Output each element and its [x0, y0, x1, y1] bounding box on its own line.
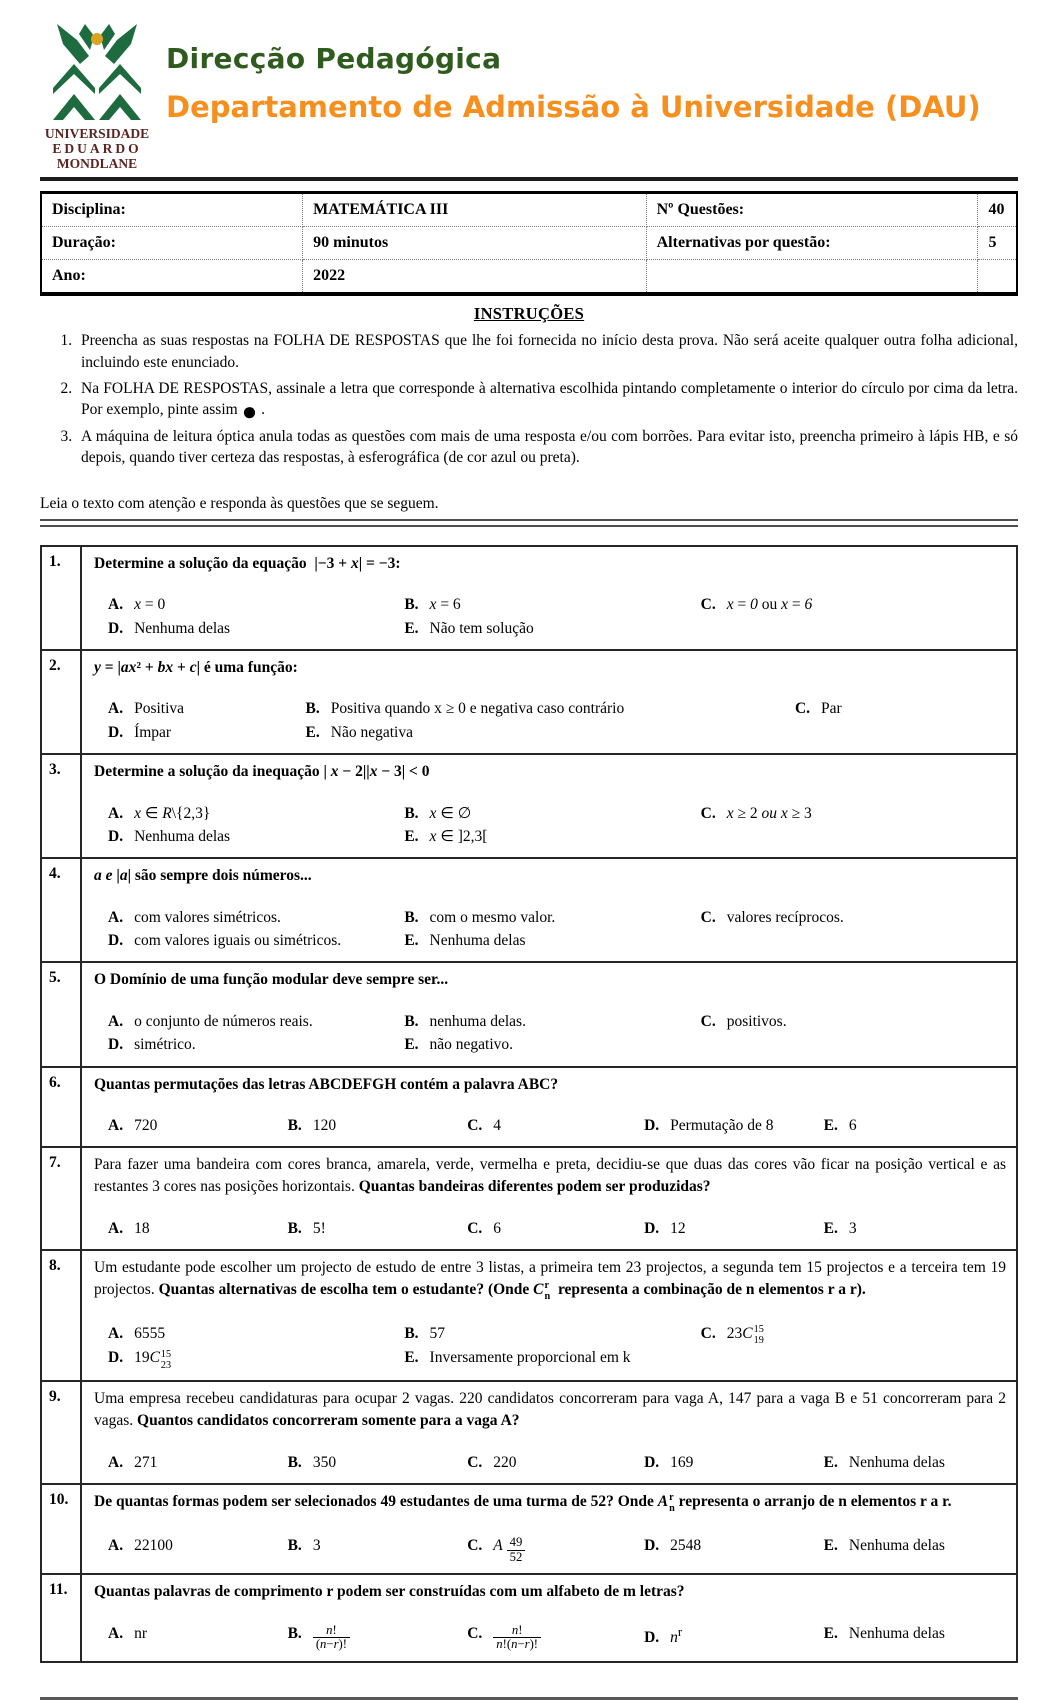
question-statement: Quantas permutações das letras ABCDEFGH contém a palavra ABC?: [94, 1075, 559, 1093]
option: [467, 1114, 644, 1137]
option-row: [108, 1451, 1006, 1474]
option: [644, 1622, 824, 1652]
question-number: 5.: [42, 963, 82, 1065]
option-label: E.: [823, 1453, 838, 1471]
option-row: [108, 617, 1006, 640]
option: [108, 1114, 288, 1137]
exam-info-body: [41, 193, 1017, 295]
option-label: E.: [823, 1624, 838, 1642]
option-value: 57: [429, 1324, 446, 1342]
question-number: 11.: [42, 1575, 82, 1661]
option-value: $n^r$: [670, 1623, 683, 1646]
question-statement: Determine a solução da inequação | x − 2||x − 3| < 0: [94, 762, 430, 780]
option-label: E.: [823, 1117, 838, 1135]
info-value: 2022: [303, 260, 647, 295]
option-label: B.: [287, 1453, 302, 1471]
option-label: D.: [644, 1453, 660, 1471]
option-value: x ∈ R\{2,3}: [134, 804, 211, 822]
question-statement: Para fazer uma bandeira com cores branca, amarela, verde, vermelha e preta, decidiu-se que duas das cores vão ficar na posição vertical e as restantes 3 cores nas posições horizontais. Quantas bandeiras diferentes podem ser produzidas?: [94, 1156, 1006, 1196]
question-row: [42, 1483, 1016, 1573]
logo-text-line3: MONDLANE: [56, 156, 138, 172]
option-label: A.: [108, 1536, 124, 1554]
header-titles: [166, 24, 981, 124]
option-label: C.: [467, 1453, 483, 1471]
option-row: [108, 593, 1006, 616]
option: [404, 593, 700, 616]
question-options: [94, 1010, 1006, 1057]
option-value: nenhuma delas.: [429, 1013, 526, 1031]
exam-info-table: [40, 191, 1018, 296]
option-value: positivos.: [726, 1013, 787, 1031]
option-value: simétrico.: [134, 1036, 196, 1054]
info-value: MATEMÁTICA III: [303, 193, 647, 227]
option-label: A.: [108, 1453, 124, 1471]
emblem-gold-accent: [91, 33, 103, 45]
question-statement: Quantas palavras de comprimento r podem ser construídas com um alfabeto de m letras?: [94, 1582, 685, 1600]
question-options: [94, 1451, 1006, 1474]
option-value: Não negativa: [330, 723, 413, 741]
option-label: D.: [108, 619, 124, 637]
option-value: Nenhuma delas: [848, 1536, 945, 1554]
option-label: E.: [823, 1536, 838, 1554]
header-divider: [40, 177, 1018, 181]
info-label: Duração:: [41, 227, 303, 260]
option-value: 3: [848, 1219, 857, 1237]
question-body: [82, 1068, 1016, 1147]
option: [795, 697, 1006, 720]
question-number: 6.: [42, 1068, 82, 1147]
option-value: valores recíprocos.: [726, 908, 844, 926]
option-label: C.: [700, 908, 716, 926]
option-value: 271: [134, 1453, 158, 1471]
option-label: A.: [108, 700, 124, 718]
option-row: [108, 721, 1006, 744]
option-label: E.: [823, 1219, 838, 1237]
instruction-item: 1. Preencha as suas respostas na FOLHA DE RESPOSTAS que lhe foi fornecida no início desta prova. Não será aceite qualquer outra folha adicional, incluindo este enunciado.: [76, 330, 1018, 373]
option-value: 4: [493, 1117, 502, 1135]
option-label: C.: [700, 1013, 716, 1031]
section-divider: [40, 519, 1018, 527]
option-row: [108, 1217, 1006, 1240]
option: [701, 802, 1006, 825]
option-value: Positiva: [134, 700, 185, 718]
question-statement: Determine a solução da equação |−3 + x| = −3:: [94, 554, 401, 572]
question-row: [42, 1146, 1016, 1249]
info-value: [978, 260, 1017, 295]
option: [701, 1010, 1006, 1033]
option-label: E.: [404, 619, 419, 637]
option-label: A.: [108, 908, 124, 926]
option-value: 350: [312, 1453, 337, 1471]
exam-info-row: [41, 227, 1017, 260]
option: [404, 617, 700, 640]
option-value: 220: [493, 1453, 517, 1471]
question-body: [82, 1575, 1016, 1661]
option-value: com valores iguais ou simétricos.: [134, 932, 342, 950]
logo-text-line1: UNIVERSIDADE: [44, 126, 150, 141]
question-options: [94, 802, 1006, 849]
question-statement: y = |ax² + bx + c| é uma função:: [94, 658, 298, 676]
question-body: [82, 963, 1016, 1065]
option-value: Nenhuma delas: [848, 1624, 945, 1642]
option: [824, 1534, 1006, 1564]
option-label: D.: [108, 1036, 124, 1054]
university-logo: [40, 24, 154, 171]
option-row: [108, 906, 1006, 929]
question-row: [42, 753, 1016, 857]
option: [701, 1322, 1006, 1347]
option: [404, 1010, 700, 1033]
option: [404, 802, 700, 825]
lead-text: Leia o texto com atenção e responda às questões que se seguem.: [40, 494, 439, 512]
option-value: x = 0: [134, 596, 166, 614]
info-label: Ano:: [41, 260, 303, 295]
question-body: [82, 1251, 1016, 1380]
option-value: Positiva quando x ≥ 0 e negativa caso contrário: [330, 700, 625, 718]
question-options: [94, 593, 1006, 640]
info-value: 5: [978, 227, 1017, 260]
option-label: E.: [404, 1036, 419, 1054]
option-label: C.: [700, 804, 716, 822]
option: [404, 1033, 700, 1056]
header: [40, 24, 1018, 171]
option-label: B.: [404, 804, 419, 822]
option-label: C.: [700, 596, 716, 614]
option-value: 19C 15 23: [134, 1348, 172, 1371]
option-label: B.: [404, 596, 419, 614]
option: [108, 1346, 404, 1371]
question-statement: Um estudante pode escolher um projecto de estudo de entre 3 listas, a primeira tem 23 projectos, a segunda tem 15 projectos e a terceira tem 19 projectos. Quantas alternativas de escolha tem o estudante? (Onde C r n representa a combinação de n elementos r a r).: [94, 1259, 1006, 1302]
info-value: 40: [978, 193, 1017, 227]
info-value: 90 minutos: [303, 227, 647, 260]
option-label: C.: [794, 700, 811, 718]
option-label: C.: [467, 1536, 483, 1554]
question-body: [82, 651, 1016, 753]
info-label: Nº Questões:: [646, 193, 978, 227]
question-statement: a e |a| são sempre dois números...: [94, 867, 312, 885]
option: [108, 1451, 288, 1474]
option-value: x ≥ 2 ou x ≥ 3: [726, 804, 812, 822]
option-label: A.: [108, 1219, 124, 1237]
option-value: Nenhuma delas: [848, 1453, 945, 1471]
instruction-item: 3. A máquina de leitura óptica anula todas as questões com mais de uma resposta e/ou com borrões. Para evitar isto, preencha primeiro à lápis HB, e só depois, quando tiver certeza das respostas, à esferográfica (de cor azul ou preta).: [76, 426, 1018, 469]
option-label: E.: [404, 827, 419, 845]
option: [108, 1010, 404, 1033]
question-statement: O Domínio de uma função modular deve sempre ser...: [94, 971, 449, 989]
option-row: [108, 1622, 1006, 1652]
option: [701, 593, 1006, 616]
question-options: [94, 1322, 1006, 1372]
option: [701, 906, 1006, 929]
header-title-departamento: Departamento de Admissão à Universidade (DAU): [166, 90, 981, 124]
option-value: Inversamente proporcional em k: [429, 1349, 631, 1367]
option: [404, 929, 700, 952]
header-title-direccao: Direcção Pedagógica: [166, 42, 502, 75]
logo-text-line2: EDUARDO: [52, 141, 142, 157]
option-value: A $\frac{49}{52}$: [493, 1537, 525, 1554]
question-options: [94, 1622, 1006, 1652]
option-value: Par: [821, 700, 842, 718]
option: [108, 721, 306, 744]
option-value: Nenhuma delas: [429, 932, 526, 950]
question-number: 4.: [42, 859, 82, 961]
option: [306, 697, 795, 720]
option-label: B.: [287, 1624, 302, 1642]
option-value: 23C 15 19: [726, 1323, 764, 1346]
option-value: x ∈ ∅: [429, 804, 472, 822]
option-label: D.: [108, 1349, 124, 1367]
option-value: Não tem solução: [429, 619, 534, 637]
option-label: B.: [287, 1117, 302, 1135]
option-value: nr: [134, 1624, 147, 1642]
option-value: 2548: [670, 1536, 702, 1554]
question-options: [94, 906, 1006, 953]
question-row: [42, 547, 1016, 649]
option-value: $\frac{n!}{n!(n-r)!}$: [493, 1625, 541, 1642]
option-value: x = 0 ou x = 6: [726, 596, 813, 614]
option: [824, 1217, 1006, 1240]
option-label: D.: [108, 827, 124, 845]
question-row: [42, 1380, 1016, 1483]
question-row: [42, 649, 1016, 753]
option-value: 12: [670, 1219, 686, 1237]
question-row: [42, 1066, 1016, 1147]
option-row: [108, 1322, 1006, 1347]
option-value: 22100: [134, 1536, 173, 1554]
option-label: B.: [404, 1013, 419, 1031]
option-label: C.: [467, 1117, 483, 1135]
logo-text: [40, 126, 154, 171]
option-value: Nenhuma delas: [134, 619, 231, 637]
option-label: A.: [108, 1117, 124, 1135]
option-label: C.: [467, 1624, 483, 1642]
option: [108, 1033, 404, 1056]
option-row: [108, 697, 1006, 720]
option: [108, 593, 404, 616]
option: [108, 802, 404, 825]
option: [108, 1322, 404, 1347]
option-value: 6: [848, 1117, 857, 1135]
question-number: 10.: [42, 1485, 82, 1573]
option-row: [108, 1010, 1006, 1033]
option: [467, 1534, 644, 1564]
option: [108, 825, 404, 848]
info-label: [646, 260, 978, 295]
option-label: D.: [644, 1117, 660, 1135]
option: [288, 1534, 468, 1564]
option: [644, 1451, 824, 1474]
option: [467, 1217, 644, 1240]
option: [404, 825, 700, 848]
option-value: 5!: [312, 1219, 326, 1237]
question-body: [82, 755, 1016, 857]
option-label: E.: [404, 1349, 419, 1367]
option-row: [108, 1033, 1006, 1056]
question-statement: De quantas formas podem ser selecionados 49 estudantes de uma turma de 52? Onde A r n representa o arranjo de n elementos r a r.: [94, 1492, 952, 1515]
option-label: B.: [404, 1324, 419, 1342]
option: [288, 1217, 468, 1240]
footer-divider: [40, 1697, 1018, 1700]
question-number: 9.: [42, 1382, 82, 1483]
option-label: B.: [287, 1219, 302, 1237]
option-value: Nenhuma delas: [134, 827, 231, 845]
option-label: B.: [404, 908, 419, 926]
question-number: 3.: [42, 755, 82, 857]
question-options: [94, 1217, 1006, 1240]
question-row: [42, 961, 1016, 1065]
option: [108, 1217, 288, 1240]
option-label: C.: [467, 1219, 483, 1237]
option-row: [108, 802, 1006, 825]
option-label: A.: [108, 804, 124, 822]
option-label: A.: [108, 1013, 124, 1031]
info-label: Alternativas por questão:: [646, 227, 978, 260]
option-value: 720: [134, 1117, 158, 1135]
question-row: [42, 1573, 1016, 1661]
option: [644, 1114, 824, 1137]
option: [108, 929, 404, 952]
option-label: B.: [305, 700, 320, 718]
option-row: [108, 825, 1006, 848]
option: [467, 1622, 644, 1652]
instructions-title: INSTRUÇÕES: [473, 304, 585, 324]
option: [108, 1534, 288, 1564]
option: [824, 1622, 1006, 1652]
option: [404, 1322, 700, 1347]
option-row: [108, 1346, 1006, 1371]
option-value: com valores simétricos.: [134, 908, 281, 926]
question-options: [94, 1114, 1006, 1137]
instructions-list: [40, 330, 1018, 468]
question-statement: Uma empresa recebeu candidaturas para ocupar 2 vagas. 220 candidatos concorreram para vaga A, 147 para a vaga B e 51 concorreram para 2 vagas. Quantos candidatos concorreram somente para a vaga A?: [94, 1390, 1006, 1429]
option: [404, 1346, 700, 1371]
exam-info-row: [41, 193, 1017, 227]
option-row: [108, 1114, 1006, 1137]
question-body: [82, 1382, 1016, 1483]
option: [644, 1217, 824, 1240]
option-value: 18: [134, 1219, 150, 1237]
option-value: Ímpar: [134, 723, 172, 741]
option-row: [108, 929, 1006, 952]
question-body: [82, 1485, 1016, 1573]
question-body: [82, 547, 1016, 649]
option-row: [108, 1534, 1006, 1564]
option-value: não negativo.: [429, 1036, 514, 1054]
question-number: 8.: [42, 1251, 82, 1380]
question-number: 1.: [42, 547, 82, 649]
option-label: B.: [287, 1536, 302, 1554]
uem-emblem-icon: [49, 24, 145, 124]
question-body: [82, 1148, 1016, 1249]
question-number: 2.: [42, 651, 82, 753]
option-value: com o mesmo valor.: [429, 908, 556, 926]
option-label: A.: [108, 1324, 124, 1342]
option-label: E.: [305, 723, 320, 741]
option: [644, 1534, 824, 1564]
option-value: Permutação de 8: [670, 1117, 774, 1135]
question-number: 7.: [42, 1148, 82, 1249]
option: [288, 1114, 468, 1137]
option-label: D.: [644, 1536, 660, 1554]
questions-table: [40, 545, 1018, 1663]
option-label: C.: [700, 1324, 716, 1342]
option-value: 6: [493, 1219, 502, 1237]
option: [288, 1622, 468, 1652]
option-label: E.: [404, 932, 419, 950]
option: [108, 1622, 288, 1652]
option: [108, 697, 306, 720]
option: [288, 1451, 468, 1474]
question-body: [82, 859, 1016, 961]
info-label: Disciplina:: [41, 193, 303, 227]
option: [306, 721, 795, 744]
option-value: x ∈ ]2,3[: [429, 827, 488, 845]
option-value: x = 6: [429, 596, 461, 614]
option-label: A.: [108, 596, 124, 614]
option-label: D.: [108, 932, 124, 950]
question-options: [94, 697, 1006, 744]
question-options: [94, 1534, 1006, 1564]
option-label: D.: [108, 723, 124, 741]
option-label: D.: [644, 1219, 660, 1237]
exam-info-row: [41, 260, 1017, 295]
option-value: 3: [312, 1536, 321, 1554]
instruction-item: 2. Na FOLHA DE RESPOSTAS, assinale a letra que corresponde à alternativa escolhida pintando completamente o interior do círculo por cima da letra. Por exemplo, pinte assim ● .: [76, 378, 1018, 421]
option: [824, 1451, 1006, 1474]
option: [108, 906, 404, 929]
option-value: $\frac{n!}{(n-r)!}$: [313, 1625, 350, 1642]
option-label: A.: [108, 1624, 124, 1642]
option-label: D.: [644, 1628, 660, 1646]
option-value: 6555: [134, 1324, 166, 1342]
question-row: [42, 857, 1016, 961]
question-row: [42, 1249, 1016, 1380]
option-value: 169: [670, 1453, 694, 1471]
option: [404, 906, 700, 929]
option: [467, 1451, 644, 1474]
option: [108, 617, 404, 640]
option-value: o conjunto de números reais.: [134, 1013, 313, 1031]
option: [824, 1114, 1006, 1137]
option-value: 120: [312, 1117, 337, 1135]
